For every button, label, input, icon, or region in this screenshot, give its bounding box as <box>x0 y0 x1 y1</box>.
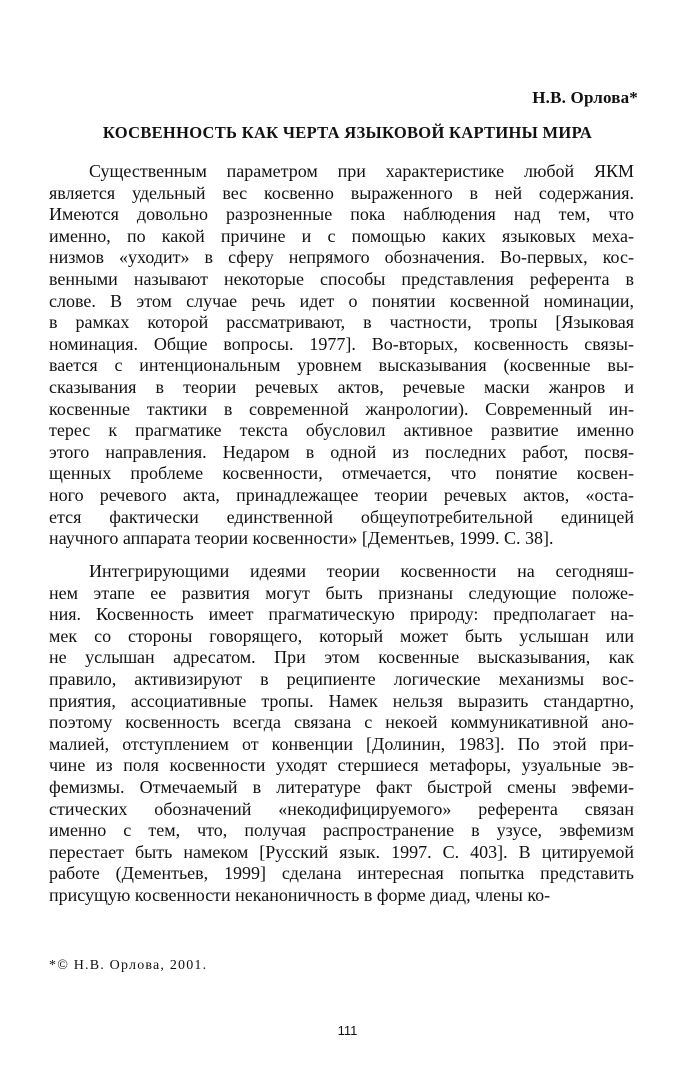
text-line: косвенные тактики в современной жанрологии). Современный ин- <box>49 398 634 419</box>
text-line: перестает быть намеком [Русский язык. 1997. С. 403]. В цитируемой <box>49 841 634 862</box>
article-title: КОСВЕННОСТЬ КАК ЧЕРТА ЯЗЫКОВОЙ КАРТИНЫ МИРА <box>102 123 593 142</box>
text-line: правило, активизируют в реципиенте логические механизмы вос- <box>49 668 634 689</box>
text-line: Существенным параметром при характеристике любой ЯКМ <box>89 161 634 181</box>
text-line: малией, отступлением от конвенции [Долинин, 1983]. По этой при- <box>49 733 634 754</box>
text-line: является удельный вес косвенно выраженного в ней содержания. <box>49 182 634 203</box>
text-line: слове. В этом случае речь идет о понятии косвенной номинации, <box>49 290 634 311</box>
text-line: щенных проблеме косвенности, отмечается, что понятие косвен- <box>49 463 634 484</box>
text-line: именно, по какой причине и с помощью каких языковых меха- <box>49 225 634 246</box>
text-line: ного речевого акта, принадлежащее теории речевых актов, «оста- <box>49 484 634 505</box>
text-line: поэтому косвенность всегда связана с некоей коммуникативной ано- <box>49 712 634 733</box>
text-line: работе (Дементьев, 1999] сделана интересная попытка представить <box>49 863 634 884</box>
text-line: научного аппарата теории косвенности» [Дементьев, 1999. С. 38]. <box>49 528 554 549</box>
text-line: ния. Косвенность имеет прагматическую природу: предполагает на- <box>49 604 634 625</box>
text-line: именно с тем, что, получая распространение в узусе, эвфемизм <box>49 820 634 841</box>
text-line: венными называют некоторые способы представления референта в <box>49 268 634 289</box>
text-line: терес к прагматике текста обусловил активное развитие именно <box>49 420 634 441</box>
text-line: вается с интенциональным уровнем высказывания (косвенные вы- <box>49 355 634 376</box>
text-line: приятия, ассоциативные тропы. Намек нельзя выразить стандартно, <box>49 690 634 711</box>
paragraph-1 <box>49 161 634 550</box>
text-line: фемизмы. Отмечаемый в литературе факт быстрой смены эвфеми- <box>49 776 634 797</box>
text-line: сказывания в теории речевых актов, речевые маски жанров и <box>49 376 634 397</box>
text-line: Имеются довольно разрозненные пока наблюдения над тем, что <box>49 204 634 225</box>
text-line: чине из поля косвенности уходят стершиеся метафоры, узуальные эв- <box>49 755 634 776</box>
text-line: мек со стороны говорящего, который может быть услышан или <box>49 625 634 646</box>
text-line: ется фактически единственной общеупотребительной единицей <box>49 506 634 527</box>
text-line: Интегрирующими идеями теории косвенности на сегодняш- <box>89 561 634 581</box>
text-line: этого направления. Недаром в одной из последних работ, посвя- <box>49 441 634 462</box>
text-line: низмов «уходит» в сферу непрямого обозначения. Во-первых, кос- <box>49 247 634 268</box>
copyright-footnote: *© Н.В. Орлова, 2001. <box>49 958 208 973</box>
text-line: в рамках которой рассматривают, в частности, тропы [Языковая <box>49 312 634 333</box>
paragraph-2 <box>49 561 634 907</box>
text-line: стических обозначений «некодифицируемого» референта связан <box>49 798 634 819</box>
page-number: 111 <box>337 1023 358 1038</box>
text-line: присущую косвенности неканоничность в форме диад, члены ко- <box>49 884 551 905</box>
text-line: номинация. Общие вопросы. 1977]. Во-вторых, косвенность связы- <box>49 333 634 354</box>
author-name: Н.В. Орлова* <box>532 88 638 107</box>
text-line: нем этапе ее развития могут быть признаны следующие положе- <box>49 582 634 603</box>
text-line: не услышан адресатом. При этом косвенные высказывания, как <box>49 647 634 668</box>
